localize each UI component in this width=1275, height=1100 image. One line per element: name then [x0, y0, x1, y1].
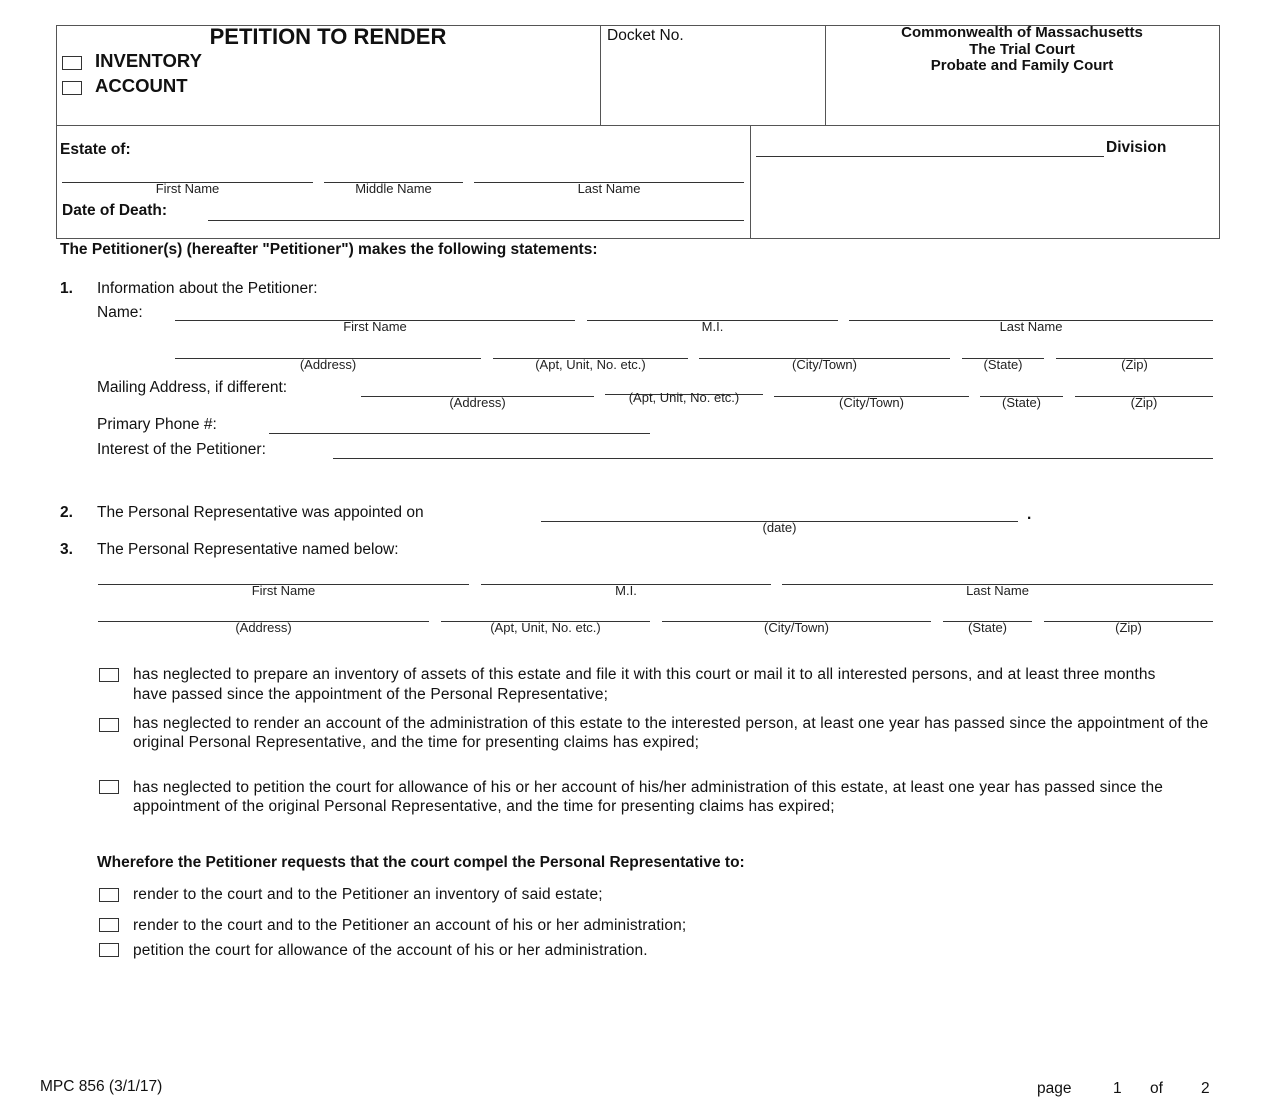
page-label: page [1037, 1080, 1072, 1097]
estate-middle-name-field[interactable] [324, 181, 463, 196]
field-caption: (Apt, Unit, No. etc.) [628, 390, 740, 405]
court-name [826, 25, 1218, 75]
intro-statement: The Petitioner(s) (hereafter "Petitioner") makes the following statements: [60, 241, 598, 258]
field-caption: Last Name [999, 319, 1063, 334]
estate-last-name-field[interactable] [474, 181, 744, 196]
request-account-checkbox[interactable] [99, 918, 119, 932]
neglect-inventory-checkbox[interactable] [99, 668, 119, 682]
petitioner-state-field[interactable] [962, 357, 1044, 372]
request-account-text: render to the court and to the Petitioner an account of his or her administration; [133, 917, 687, 934]
field-caption: (Address) [235, 620, 292, 635]
field-caption: (Apt, Unit, No. etc.) [490, 620, 601, 635]
field-caption: (date) [762, 520, 797, 535]
divider [600, 25, 601, 125]
petitioner-first-name-field[interactable] [175, 319, 575, 334]
field-caption: (City/Town) [838, 395, 904, 410]
request-inventory-checkbox[interactable] [99, 888, 119, 902]
petitioner-mi-field[interactable] [587, 319, 838, 334]
field-caption: (State) [1001, 395, 1041, 410]
rep-apt-field[interactable] [441, 620, 650, 635]
page-current: 1 [1113, 1080, 1122, 1097]
inventory-label: INVENTORY [95, 50, 202, 71]
estate-label: Estate of: [60, 141, 131, 158]
mailing-city-field[interactable] [774, 395, 969, 410]
rep-state-field[interactable] [943, 620, 1032, 635]
rep-zip-field[interactable] [1044, 620, 1213, 635]
estate-first-name-field[interactable] [62, 181, 313, 196]
field-caption: (Zip) [1115, 620, 1142, 635]
wherefore-heading: Wherefore the Petitioner requests that the court compel the Personal Representative to: [97, 854, 745, 871]
court-line: Commonwealth of Massachusetts [901, 24, 1143, 41]
mailing-state-field[interactable] [980, 395, 1063, 410]
section-number: 2. [60, 504, 73, 521]
rep-city-field[interactable] [662, 620, 931, 635]
date-of-death-label: Date of Death: [62, 202, 168, 219]
mailing-address-label: Mailing Address, if different: [97, 379, 288, 396]
appointment-date-field[interactable] [541, 520, 1018, 535]
docket-label: Docket No. [607, 27, 684, 44]
field-caption: (Zip) [1130, 395, 1158, 410]
inventory-checkbox[interactable] [62, 56, 82, 70]
petitioner-address-field[interactable] [175, 357, 481, 372]
divider [750, 125, 751, 238]
neglect-allowance-text: has neglected to petition the court for allowance of his or her account of his/her administration of this estate, at least one year has passed since the appointment of the original Personal Representative, and the time for presenting claims has expired; [133, 779, 1164, 815]
field-caption: Middle Name [355, 181, 432, 196]
section-number: 1. [60, 280, 73, 297]
phone-label: Primary Phone #: [97, 416, 217, 433]
neglect-allowance-checkbox[interactable] [99, 780, 119, 794]
name-label: Name: [97, 304, 143, 321]
interest-field[interactable] [333, 458, 1213, 459]
neglect-inventory-text: has neglected to prepare an inventory of assets of this estate and file it with this court or mail it to all interested persons, and at least three months have passed since the appointment of the Personal Representative; [133, 666, 1156, 703]
page-of: of [1150, 1080, 1163, 1097]
field-caption: (Apt, Unit, No. etc.) [535, 357, 646, 372]
field-caption: (City/Town) [763, 620, 829, 635]
field-caption: Last Name [966, 583, 1029, 598]
request-inventory-text: render to the court and to the Petitioner an inventory of said estate; [133, 886, 603, 903]
form-title: PETITION TO RENDER [209, 24, 447, 49]
phone-field[interactable] [269, 433, 650, 434]
date-of-death-field[interactable] [208, 220, 744, 221]
field-caption: M.I. [615, 583, 637, 598]
account-label: ACCOUNT [95, 75, 188, 96]
account-checkbox[interactable] [62, 81, 82, 95]
field-caption: (State) [983, 357, 1023, 372]
petitioner-zip-field[interactable] [1056, 357, 1213, 372]
section-number: 3. [60, 541, 73, 558]
named-below-text: The Personal Representative named below: [97, 541, 399, 558]
section-title: Information about the Petitioner: [97, 280, 318, 297]
interest-label: Interest of the Petitioner: [97, 441, 266, 458]
neglect-account-text: has neglected to render an account of the administration of this estate to the interested person, at least one year has passed since the appointment of the original Personal Representative, and the time for presenting claims has expired; [133, 715, 1209, 751]
period: . [1027, 506, 1032, 523]
field-caption: (State) [967, 620, 1007, 635]
field-caption: First Name [155, 181, 220, 196]
rep-last-name-field[interactable] [782, 583, 1213, 598]
field-caption: Last Name [577, 181, 641, 196]
form-number: MPC 856 (3/1/17) [40, 1078, 163, 1095]
petitioner-apt-field[interactable] [493, 357, 688, 372]
division-field[interactable] [756, 156, 1104, 157]
field-caption: First Name [343, 319, 407, 334]
mailing-zip-field[interactable] [1075, 395, 1213, 410]
court-line: The Trial Court [969, 40, 1075, 58]
appointed-text: The Personal Representative was appointed on [97, 504, 424, 521]
petitioner-last-name-field[interactable] [849, 319, 1213, 334]
rep-first-name-field[interactable] [98, 583, 469, 598]
petitioner-city-field[interactable] [699, 357, 950, 372]
request-allowance-text: petition the court for allowance of the account of his or her administration. [133, 942, 648, 959]
field-caption: (Zip) [1121, 357, 1148, 372]
neglect-account-checkbox[interactable] [99, 718, 119, 732]
page-total: 2 [1201, 1080, 1210, 1097]
court-line: Probate and Family Court [930, 57, 1114, 74]
rep-mi-field[interactable] [481, 583, 771, 598]
mailing-address-field[interactable] [361, 395, 594, 410]
request-allowance-checkbox[interactable] [99, 943, 119, 957]
field-caption: (City/Town) [791, 357, 857, 372]
division-label: Division [1106, 139, 1167, 156]
rep-address-field[interactable] [98, 620, 429, 635]
field-caption: (Address) [299, 357, 357, 372]
field-caption: First Name [251, 583, 316, 598]
mailing-apt-field[interactable] [605, 390, 763, 405]
field-caption: (Address) [449, 395, 506, 410]
field-caption: M.I. [701, 319, 724, 334]
